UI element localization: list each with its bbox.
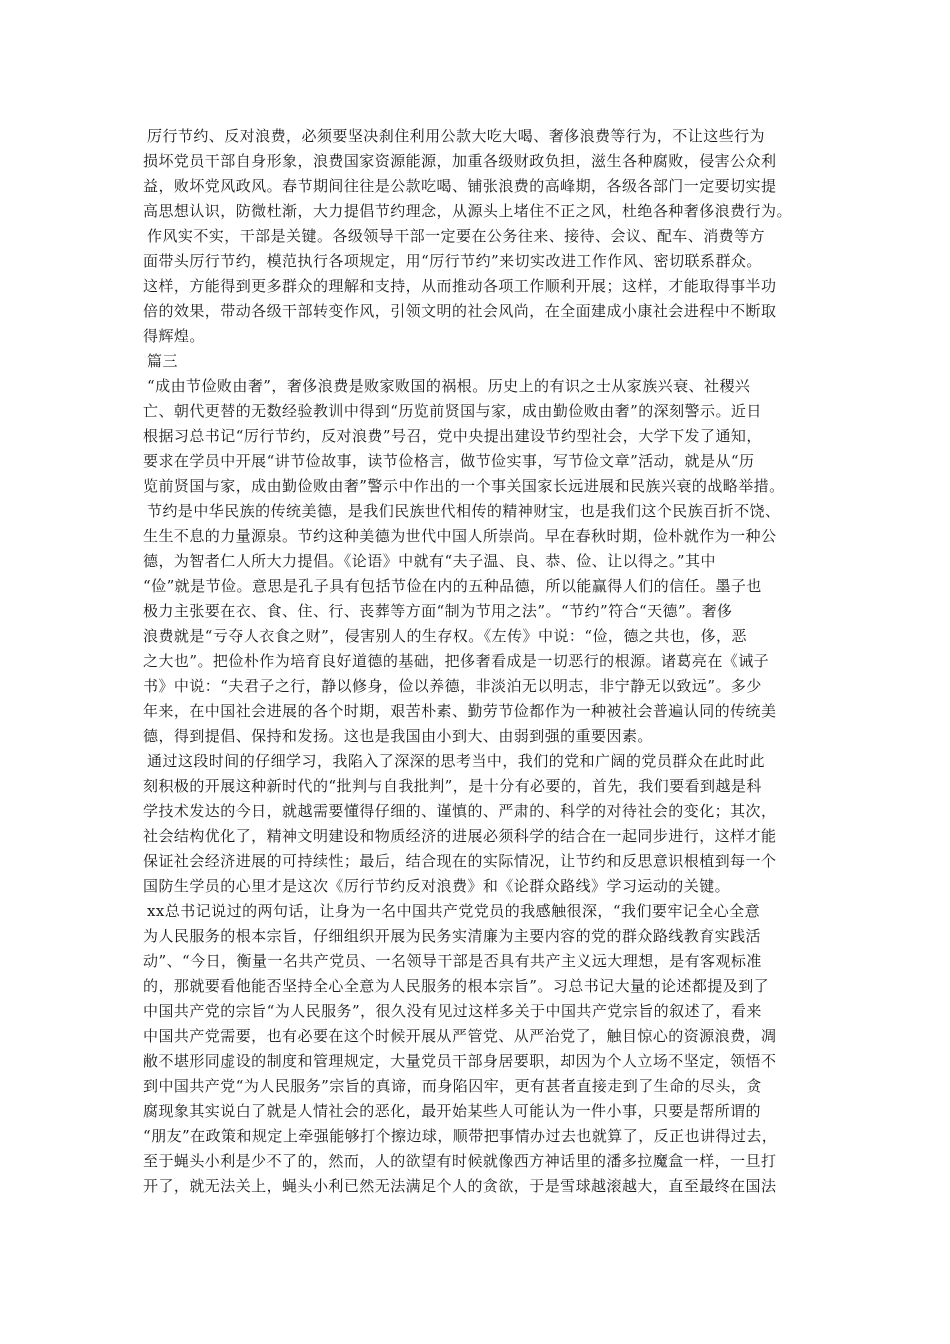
text-line: 节约是中华民族的传统美德，是我们民族世代相传的精神财宝，也是我们这个民族百折不饶、: [147, 502, 781, 520]
text-line: 高思想认识，防微杜渐，大力提倡节约理念，从源头上堵住不正之风，杜绝各种奢侈浪费行为。: [143, 202, 792, 220]
text-line: 德，得到提倡、保持和发扬。这也是我国由小到大、由弱到强的重要因素。: [143, 727, 653, 745]
text-line: 亡、朝代更替的无数经验教训中得到“历览前贤国与家，成由勤俭败由奢”的深刻警示。近日: [143, 402, 762, 420]
text-line: 要求在学员中开展“讲节俭故事，读节俭格言，做节俭实事，写节俭文章”活动，就是从“历: [143, 452, 755, 470]
text-line: 这样，方能得到更多群众的理解和支持，从而推动各项工作顺利开展；这样，才能取得事半功: [143, 277, 777, 295]
text-line: 至于蝇头小利是少不了的，然而，人的欲望有时候就像西方神话里的潘多拉魔盒一样，一旦打: [143, 1152, 777, 1170]
text-line: 刻积极的开展这种新时代的“批判与自我批判”，是十分有必要的，首先，我们要看到越是科: [143, 777, 762, 795]
document-page: [143, 124, 808, 1199]
text-line: 敝不堪形同虚设的制度和管理规定，大量党员干部身居要职，却因为个人立场不坚定，领悟不: [143, 1052, 777, 1070]
text-line: 生生不息的力量源泉。节约这种美德为世代中国人所崇尚。早在春秋时期，俭朴就作为一种公: [143, 527, 777, 545]
text-line: 中国共产党的宗旨“为人民服务”，很久没有见过这样多关于中国共产党宗旨的叙述了，看来: [143, 1002, 762, 1020]
text-line: 面带头厉行节约，模范执行各项规定，用“厉行节约”来切实改进工作作风、密切联系群众。: [143, 252, 762, 270]
text-line: 腐现象其实说白了就是人情社会的恶化，最开始某些人可能认为一件小事，只要是帮所谓的: [143, 1102, 762, 1120]
text-line: 的，那就要看他能否坚持全心全意为人民服务的根本宗旨”。习总书记大量的论述都提及到了: [143, 977, 770, 995]
text-line: 为人民服务的根本宗旨，仔细组织开展为民务实清廉为主要内容的党的群众路线教育实践活: [143, 927, 762, 945]
text-line: 学技术发达的今日，就越需要懂得仔细的、谨慎的、严肃的、科学的对待社会的变化；其次，: [143, 802, 777, 820]
text-line: 国防生学员的心里才是这次《厉行节约反对浪费》和《论群众路线》学习运动的关键。: [143, 877, 731, 895]
paragraph-6: [143, 899, 808, 1199]
paragraph-5: [143, 749, 808, 899]
text-line: 损坏党员干部自身形象，浪费国家资源能源，加重各级财政负担，滋生各种腐败，侵害公众利: [143, 152, 777, 170]
text-line: 极力主张要在衣、食、住、行、丧葬等方面“制为节用之法”。“节约”符合“天德”。奢侈: [143, 602, 733, 620]
text-line: 年来，在中国社会进展的各个时期，艰苦朴素、勤劳节俭都作为一种被社会普遍认同的传统美: [143, 702, 777, 720]
text-line: 倍的效果，带动各级干部转变作风，引领文明的社会风尚，在全面建成小康社会进程中不断取: [143, 302, 777, 320]
paragraph-3: [143, 374, 808, 499]
text-line: 德，为智者仁人所大力提倡。《论语》中就有“夫子温、良、恭、俭、让以得之。”其中: [143, 552, 716, 570]
text-line: 益，败坏党风政风。春节期间往往是公款吃喝、铺张浪费的高峰期，各级各部门一定要切实提: [143, 177, 777, 195]
text-line: 动”、“今日，衡量一名共产党员、一名领导干部是否具有共产主义远大理想，是有客观标准: [143, 952, 762, 970]
text-line: 根据习总书记“厉行节约，反对浪费”号召，党中央提出建设节约型社会，大学下发了通知，: [143, 427, 762, 445]
paragraph-4: [143, 499, 808, 749]
text-line: “朋友”在政策和规定上牵强能够打个擦边球，顺带把事情办过去也就算了，反正也讲得过去，: [143, 1127, 778, 1145]
text-line: 书》中说：“夫君子之行，静以修身，俭以养德，非淡泊无以明志，非宁静无以致远”。多少: [143, 677, 762, 695]
text-line: 到中国共产党“为人民服务”宗旨的真谛，而身陷囚牢，更有甚者直接走到了生命的尽头，贪: [143, 1077, 762, 1095]
text-line: xx总书记说过的两句话，让身为一名中国共产党党员的我感触很深，“我们要牢记全心全意: [147, 902, 761, 920]
text-line: 中国共产党需要，也有必要在这个时候开展从严管党、从严治党了，触目惊心的资源浪费，凋: [143, 1027, 777, 1045]
text-line: 通过这段时间的仔细学习，我陷入了深深的思考当中，我们的党和广阔的党员群众在此时此: [147, 752, 766, 770]
paragraph-1: [143, 124, 808, 224]
text-line: 开了，就无法关上，蝇头小利已然无法满足个人的贪欲，于是雪球越滚越大，直至最终在国法: [143, 1177, 777, 1195]
section-heading: [143, 349, 808, 374]
text-line: 作风实不实，干部是关键。各级领导干部一定要在公务往来、接待、会议、配车、消费等方: [147, 227, 766, 245]
section-title: 篇三: [147, 352, 178, 370]
text-line: 览前贤国与家，成由勤俭败由奢”警示中作出的一个事关国家长远进展和民族兴衰的战略举措。: [143, 477, 785, 495]
text-line: 保证社会经济进展的可持续性；最后，结合现在的实际情况，让节约和反思意识根植到每一个: [143, 852, 777, 870]
text-line: “俭”就是节俭。意思是孔子具有包括节俭在内的五种品德，所以能赢得人们的信任。墨子也: [143, 577, 762, 595]
text-line: 社会结构优化了，精神文明建设和物质经济的进展必须科学的结合在一起同步进行，这样才能: [143, 827, 777, 845]
text-line: 之大也”。把俭朴作为培育良好道德的基础，把侈奢看成是一切恶行的根源。诸葛亮在《诫子: [143, 652, 770, 670]
paragraph-2: [143, 224, 808, 349]
text-line: “成由节俭败由奢”，奢侈浪费是败家败国的祸根。历史上的有识之士从家族兴衰、社稷兴: [147, 377, 751, 395]
text-line: 浪费就是“亏夺人衣食之财”，侵害别人的生存权。《左传》中说：“俭，德之共也，侈，恶: [143, 627, 747, 645]
text-line: 厉行节约、反对浪费，必须要坚决刹住利用公款大吃大喝、奢侈浪费等行为，不让这些行为: [147, 127, 766, 145]
text-line: 得辉煌。: [143, 327, 205, 345]
